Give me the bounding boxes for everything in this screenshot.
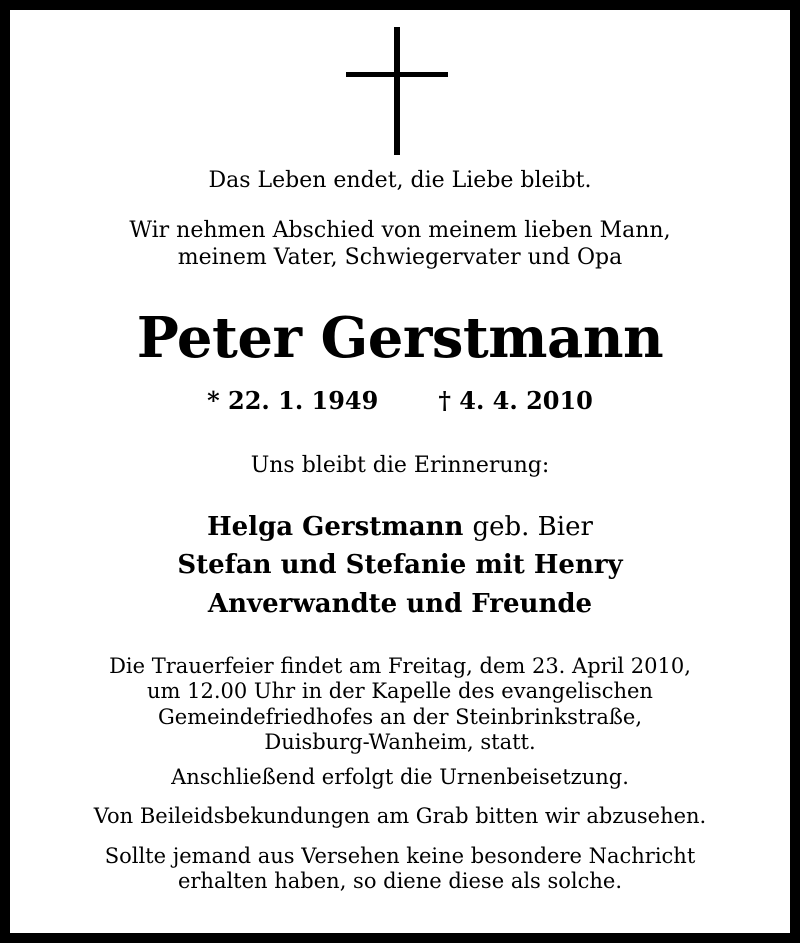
farewell-line-1: Wir nehmen Abschied von meinem lieben Mann, xyxy=(129,218,671,243)
service-line-2: um 12.00 Uhr in der Kapelle des evangelischen xyxy=(147,679,653,703)
service-line-3: Gemeindefriedhofes an der Steinbrinkstraße, xyxy=(157,705,643,729)
memory-line: Uns bleibt die Erinnerung: xyxy=(250,453,550,478)
death-date: † 4. 4. 2010 xyxy=(438,386,593,415)
motto: Das Leben endet, die Liebe bleibt. xyxy=(208,168,592,193)
mourner-children: Stefan und Stefanie mit Henry xyxy=(177,550,623,580)
burial-line: Anschließend erfolgt die Urnenbeisetzung. xyxy=(171,765,629,789)
notice-line-1: Sollte jemand aus Versehen keine besondere Nachricht xyxy=(104,844,696,868)
birth-date: * 22. 1. 1949 xyxy=(207,386,379,415)
spouse-maiden-name: geb. Bier xyxy=(472,512,593,542)
life-dates xyxy=(10,387,790,415)
mourner-relatives: Anverwandte und Freunde xyxy=(207,589,593,619)
deceased-name: Peter Gerstmann xyxy=(136,305,664,371)
farewell-line-2: meinem Vater, Schwiegervater und Opa xyxy=(177,245,623,270)
notice-line-2: erhalten haben, so diene diese als solche. xyxy=(177,869,623,893)
service-line-1: Die Trauerfeier findet am Freitag, dem 23. April 2010, xyxy=(109,654,691,678)
service-line-4: Duisburg-Wanheim, statt. xyxy=(264,730,536,754)
cross-icon xyxy=(346,27,448,155)
spouse-name: Helga Gerstmann xyxy=(207,512,464,542)
mourner-spouse xyxy=(10,512,790,542)
condolences-line: Von Beileidsbekundungen am Grab bitten wir abzusehen. xyxy=(93,804,707,828)
